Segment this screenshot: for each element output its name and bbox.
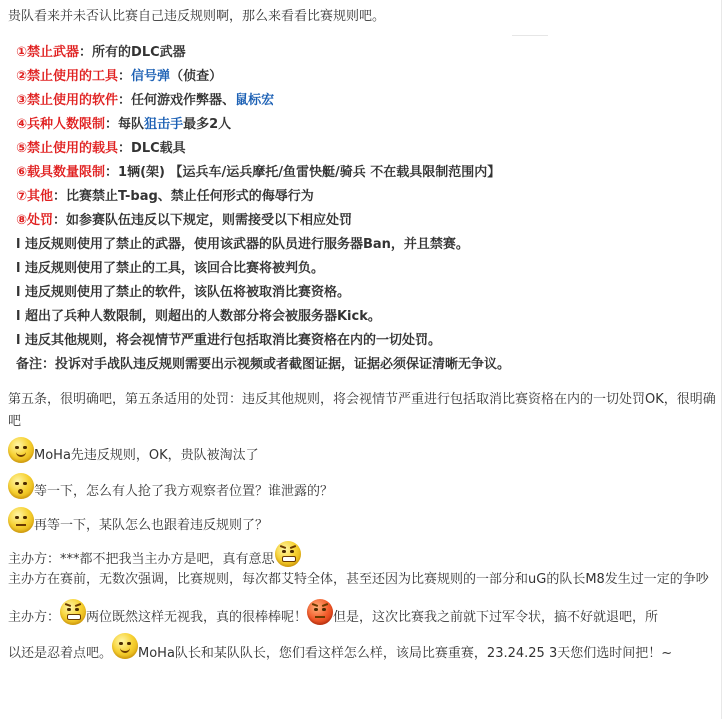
red-angry-emoji-icon [307, 599, 333, 625]
rule-item-weapons: ①禁止武器：所有的DLC武器 [16, 45, 186, 60]
decorative-rule [512, 35, 548, 36]
dialogue-line: 主办方：***都不把我当主办方是吧，真有意思 [8, 541, 716, 567]
penalty-item: l 超出了兵种人数限制，则超出的人数部分将会被服务器Kick。 [16, 309, 381, 324]
dialogue-line: MoHa先违反规则，OK，贵队被淘汰了 [8, 437, 716, 463]
rule-item-other: ⑦其他：比赛禁止T-bag、禁止任何形式的侮辱行为 [16, 189, 314, 204]
grin-emoji-icon [8, 507, 34, 533]
mouse-macro-link[interactable]: 鼠标宏 [235, 93, 275, 108]
rule-item-class-limit: ④兵种人数限制：每队狙击手最多2人 [16, 117, 232, 132]
rule-item-vehicle-count: ⑥载具数量限制：1辆(架) 【运兵车/运兵摩托/鱼雷快艇/骑兵 不在载具限制范围内】 [16, 165, 501, 180]
intro-text: 贵队看来并未否认比赛自己违反规则啊，那么来看看比赛规则吧。 [8, 9, 386, 24]
rules-list [8, 41, 716, 377]
penalty-item: l 违反规则使用了禁止的工具，该回合比赛将被判负。 [16, 261, 324, 276]
penalty-item: l 违反规则使用了禁止的武器，使用该武器的队员进行服务器Ban，并且禁赛。 [16, 237, 469, 252]
flare-link[interactable]: 信号弹 [131, 69, 171, 84]
sniper-link[interactable]: 狙击手 [144, 117, 184, 132]
organizer-reply-line: 以还是忍着点吧。 MoHa队长和某队队长，您们看这样怎么样，该局比赛重赛，23.24.25 3天您们选时间把！~ [8, 633, 716, 671]
rule-item-penalty: ⑧处罚：如参赛队伍违反以下规定，则需接受以下相应处罚 [16, 213, 353, 228]
dialogue-line: 等一下，怎么有人抢了我方观察者位置？谁泄露的？ [8, 473, 716, 499]
penalty-item: l 违反规则使用了禁止的软件，该队伍将被取消比赛资格。 [16, 285, 350, 300]
grin-emoji-icon [112, 633, 138, 659]
penalty-item: l 违反其他规则，将会视情节严重进行包括取消比赛资格在内的一切处罚。 [16, 333, 441, 348]
dialogue-line: 再等一下，某队怎么也跟着违反规则了？ [8, 507, 716, 533]
organizer-paragraph: 主办方在赛前，无数次强调，比赛规则，每次都艾特全体，甚至还因为比赛规则的一部分和uG的队长M8发生过一定的争吵 [8, 572, 709, 587]
angry-emoji-icon [275, 541, 301, 567]
rule-five-paragraph: 第五条，很明确吧，第五条适用的处罚：违反其他规则，将会视情节严重进行包括取消比赛资格在内的一切处罚OK，很明确吧 [8, 392, 716, 429]
rule-item-tools: ②禁止使用的工具：信号弹（侦查） [16, 69, 223, 84]
smile-emoji-icon [8, 437, 34, 463]
rule-item-vehicles: ⑤禁止使用的载具：DLC载具 [16, 141, 186, 156]
surprised-emoji-icon [8, 473, 34, 499]
rule-item-software: ③禁止使用的软件：任何游戏作弊器、鼠标宏 [16, 93, 275, 108]
angry-emoji-icon [60, 599, 86, 625]
remark: 备注：投诉对手战队违反规则需要出示视频或者截图证据，证据必须保证清晰无争议。 [16, 357, 511, 372]
organizer-reply-line: 主办方： 两位既然这样无视我，真的很棒棒呢！ 但是，这次比赛我之前就下过军令状，搞不好就退吧，所 [8, 599, 716, 633]
